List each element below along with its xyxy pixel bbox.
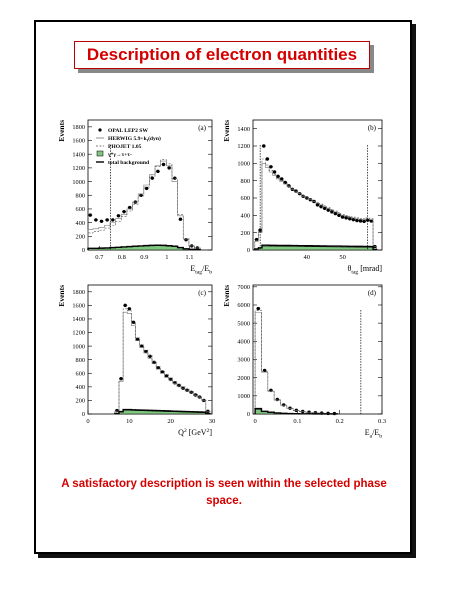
x-axis-label: $E_a/E_b$ bbox=[364, 428, 382, 440]
series-points bbox=[256, 307, 336, 415]
data-point bbox=[352, 218, 355, 221]
data-point bbox=[198, 395, 201, 398]
series-points bbox=[88, 163, 199, 250]
data-point bbox=[273, 170, 276, 173]
x-tick-label: 0.9 bbox=[140, 254, 149, 261]
y-tick-label: 200 bbox=[75, 397, 85, 405]
herwig-line bbox=[255, 312, 337, 414]
legend-entry: OPAL LEP2 SW bbox=[108, 128, 148, 134]
data-point bbox=[162, 163, 165, 166]
y-tick-label: 1800 bbox=[72, 288, 85, 296]
data-point bbox=[327, 208, 330, 211]
data-point bbox=[132, 321, 135, 324]
data-point bbox=[359, 219, 362, 222]
x-axis-label: $\theta_{tag}$ [mrad] bbox=[347, 264, 382, 276]
y-tick-label: 1000 bbox=[72, 178, 85, 186]
data-point bbox=[341, 215, 344, 218]
y-tick-label: 1400 bbox=[237, 125, 250, 133]
data-point bbox=[266, 157, 269, 160]
phojet-line bbox=[255, 310, 337, 414]
y-tick-label: 600 bbox=[240, 195, 250, 203]
data-point bbox=[100, 220, 103, 223]
y-tick-label: 4000 bbox=[237, 338, 250, 346]
x-tick-label: 0.1 bbox=[293, 418, 302, 425]
data-point bbox=[276, 175, 279, 178]
legend-entry: HERWIG $5.9+k_t(dyn)$ bbox=[108, 136, 161, 143]
chart-panel-1 bbox=[57, 120, 212, 275]
y-tick-label: 800 bbox=[75, 192, 85, 200]
data-point bbox=[344, 216, 347, 219]
data-point bbox=[348, 217, 351, 220]
x-tick-label: 0.2 bbox=[335, 418, 344, 425]
y-axis-label: Events bbox=[57, 120, 66, 142]
plot-frame bbox=[253, 285, 382, 414]
y-tick-label: 7000 bbox=[237, 284, 250, 292]
legend-marker-tau bbox=[97, 151, 103, 156]
y-axis-label: Events bbox=[222, 120, 231, 142]
chart-panel-2 bbox=[222, 120, 382, 275]
data-point bbox=[334, 212, 337, 215]
x-tick-label: 1 bbox=[165, 254, 169, 261]
data-point bbox=[94, 218, 97, 221]
data-point bbox=[276, 398, 279, 401]
y-tick-label: 1000 bbox=[72, 343, 85, 351]
legend-entry: PHOJET 1.05 bbox=[108, 144, 142, 150]
y-tick-label: 2000 bbox=[237, 374, 250, 382]
x-tick-label: 10 bbox=[126, 418, 133, 425]
y-tick-label: 0 bbox=[81, 247, 85, 255]
data-point bbox=[319, 205, 322, 208]
x-tick-label: 0.8 bbox=[117, 254, 126, 261]
slide-title: Description of electron quantities bbox=[74, 41, 370, 69]
plot-frame bbox=[253, 120, 382, 250]
y-tick-label: 800 bbox=[240, 177, 250, 185]
series-step-solid bbox=[255, 163, 377, 250]
x-tick-label: 0.3 bbox=[377, 418, 387, 425]
y-tick-label: 200 bbox=[75, 233, 85, 241]
data-point bbox=[257, 307, 260, 310]
data-point bbox=[156, 170, 159, 173]
y-tick-label: 0 bbox=[81, 411, 85, 419]
x-tick-label: 1.1 bbox=[185, 254, 194, 261]
y-tick-label: 1000 bbox=[237, 160, 250, 168]
y-tick-label: 1000 bbox=[237, 393, 250, 401]
data-point bbox=[124, 304, 127, 307]
legend-entry: total background bbox=[108, 160, 150, 166]
chart-panel-3 bbox=[57, 285, 215, 437]
data-point bbox=[190, 391, 193, 394]
y-tick-label: 1600 bbox=[72, 137, 85, 145]
series-step-solid bbox=[115, 312, 210, 414]
data-point bbox=[362, 220, 365, 223]
data-point bbox=[117, 214, 120, 217]
y-tick-label: 600 bbox=[75, 370, 85, 378]
data-point bbox=[355, 219, 358, 222]
series-points bbox=[255, 144, 377, 248]
data-point bbox=[194, 393, 197, 396]
panel-label: (a) bbox=[198, 124, 206, 132]
data-point bbox=[115, 409, 118, 412]
y-tick-label: 1200 bbox=[72, 329, 85, 337]
data-point bbox=[316, 203, 319, 206]
data-point bbox=[173, 176, 176, 179]
y-tick-label: 1200 bbox=[72, 165, 85, 173]
data-point bbox=[151, 176, 154, 179]
y-tick-label: 400 bbox=[240, 212, 250, 220]
data-point bbox=[262, 144, 265, 147]
y-axis-label: Events bbox=[222, 285, 231, 307]
y-tick-label: 200 bbox=[240, 229, 250, 237]
data-point bbox=[89, 213, 92, 216]
chart-panel-4 bbox=[222, 284, 386, 439]
y-tick-label: 1400 bbox=[72, 151, 85, 159]
panel-label: (b) bbox=[367, 124, 376, 132]
y-axis-label: Events bbox=[57, 285, 66, 307]
x-tick-label: 0 bbox=[86, 418, 90, 425]
data-point bbox=[337, 214, 340, 217]
y-tick-label: 5000 bbox=[237, 320, 250, 328]
y-tick-label: 1400 bbox=[72, 316, 85, 324]
x-tick-label: 40 bbox=[303, 254, 310, 261]
y-tick-label: 1200 bbox=[237, 143, 250, 151]
data-point bbox=[330, 210, 333, 213]
y-tick-label: 600 bbox=[75, 206, 85, 214]
herwig-line bbox=[115, 312, 210, 414]
phojet-line bbox=[115, 309, 210, 414]
data-point bbox=[284, 181, 287, 184]
panel-label: (c) bbox=[198, 289, 206, 297]
data-point bbox=[122, 210, 125, 213]
data-point bbox=[255, 238, 258, 241]
x-tick-label: 30 bbox=[208, 418, 216, 425]
y-tick-label: 3000 bbox=[237, 356, 250, 364]
x-tick-label: 20 bbox=[167, 418, 174, 425]
y-tick-label: 1800 bbox=[72, 124, 85, 132]
data-point bbox=[111, 218, 114, 221]
legend-marker-points bbox=[98, 128, 101, 131]
data-point bbox=[323, 207, 326, 210]
x-tick-label: 0.7 bbox=[95, 254, 104, 261]
y-tick-label: 0 bbox=[246, 411, 250, 419]
series-step-dashed bbox=[115, 309, 210, 414]
x-axis-label: $E_{tag}/E_b$ bbox=[190, 264, 212, 276]
data-point bbox=[105, 218, 108, 221]
series-points bbox=[115, 304, 210, 413]
data-point bbox=[148, 355, 151, 358]
panel-label: (d) bbox=[367, 289, 376, 297]
data-point bbox=[186, 389, 189, 392]
data-point bbox=[269, 165, 272, 168]
herwig-line bbox=[255, 163, 377, 250]
data-point bbox=[179, 218, 182, 221]
x-axis-label: $Q^2$ [GeV$^2$] bbox=[178, 427, 212, 437]
y-tick-label: 400 bbox=[75, 384, 85, 392]
legend-entry: γ*γ→τ+τ- bbox=[108, 152, 132, 158]
chart-legend bbox=[96, 128, 161, 166]
y-tick-label: 1600 bbox=[72, 302, 85, 310]
data-point bbox=[128, 307, 131, 310]
y-tick-label: 800 bbox=[75, 356, 85, 364]
x-tick-label: 50 bbox=[339, 254, 346, 261]
slide-caption: A satisfactory description is seen within the selected phase space. bbox=[61, 478, 387, 507]
series-step-solid bbox=[255, 312, 337, 414]
y-tick-label: 0 bbox=[246, 247, 250, 255]
series-step-dashed bbox=[255, 310, 337, 414]
y-tick-label: 6000 bbox=[237, 302, 250, 310]
x-tick-label: 0 bbox=[253, 418, 257, 425]
y-tick-label: 400 bbox=[75, 219, 85, 227]
data-point bbox=[167, 166, 170, 169]
data-point bbox=[280, 177, 283, 180]
